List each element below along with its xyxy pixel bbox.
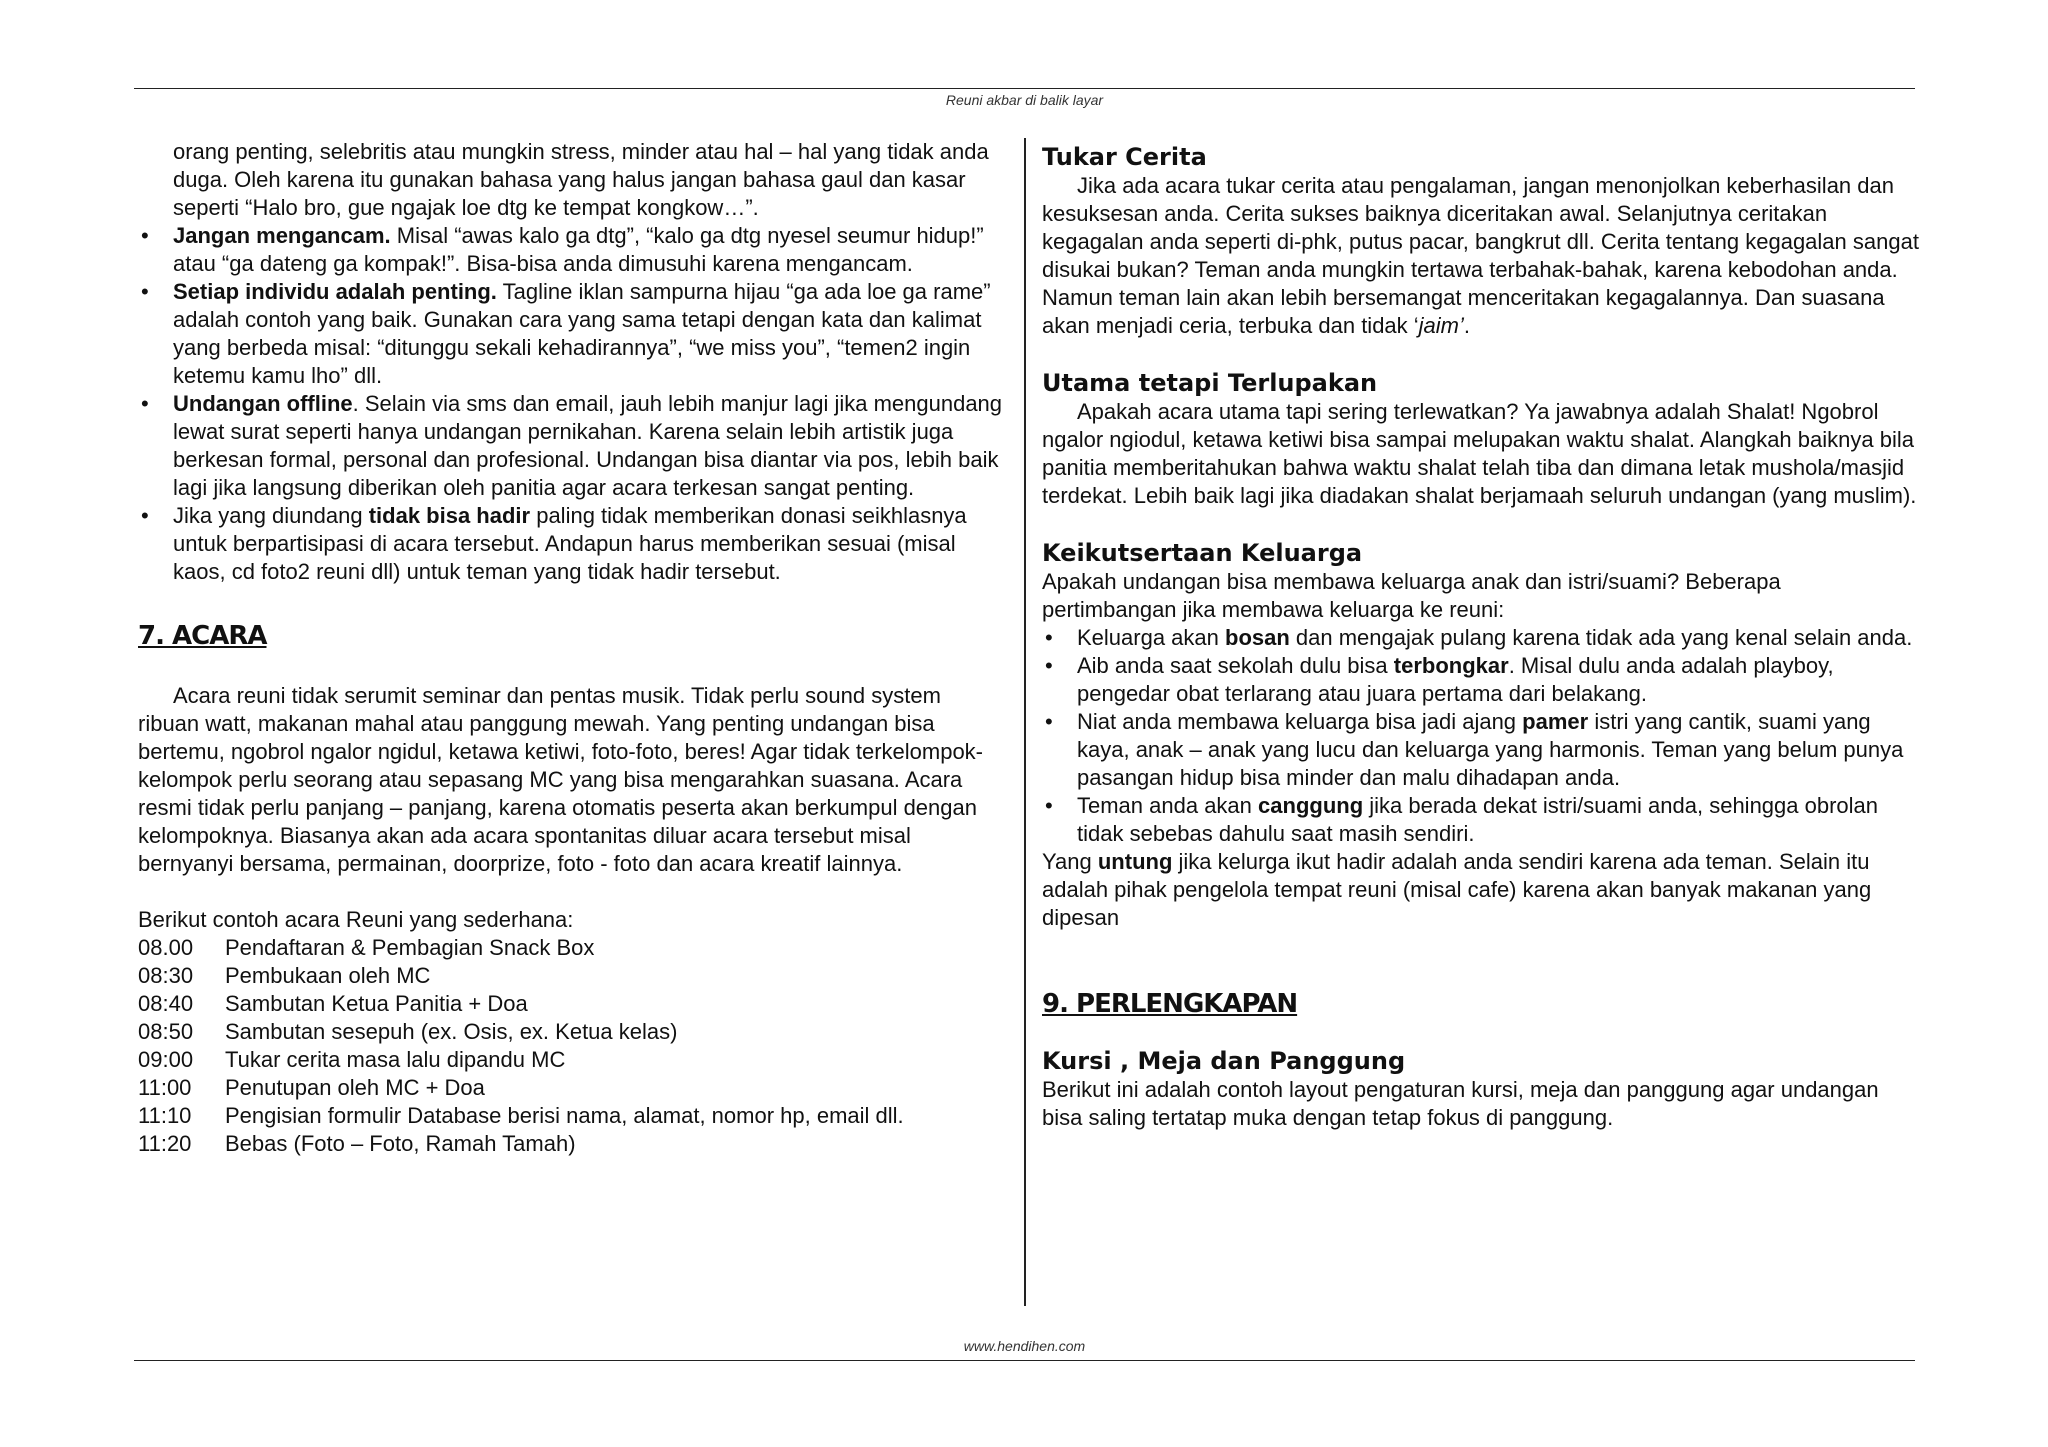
tips-list bbox=[138, 222, 1008, 586]
schedule-row bbox=[138, 1102, 1008, 1130]
bullet-icon: • bbox=[1045, 793, 1053, 818]
keluarga-item: • Aib anda saat sekolah dulu bisa terbongkar. Misal dulu anda adalah playboy, pengedar obat terlarang atau juara pertama dari belakang. bbox=[1045, 653, 1834, 706]
schedule-row bbox=[138, 1074, 1008, 1102]
schedule-time: 08:50 bbox=[138, 1019, 194, 1044]
schedule-item: Sambutan Ketua Panitia + Doa bbox=[225, 991, 528, 1016]
bullet-icon: • bbox=[1045, 625, 1053, 650]
schedule-item: Penutupan oleh MC + Doa bbox=[225, 1075, 485, 1100]
schedule-row bbox=[138, 962, 1008, 990]
utama-paragraph: Apakah acara utama tapi sering terlewatkan? Ya jawabnya adalah Shalat! Ngobrol ngalor ngiodul, ketawa ketiwi bisa sampai melupakan waktu shalat. Alangkah baiknya bila panitia memberitahukan bahwa waktu shalat telah tiba dan dimana letak mushola/masjid terdekat. Lebih baik lagi jika diadakan shalat berjamaah seluruh undangan (yang muslim). bbox=[1042, 399, 1917, 508]
schedule-item: Pendaftaran & Pembagian Snack Box bbox=[225, 935, 595, 960]
tip-item: • Setiap individu adalah penting. Tagline iklan sampurna hijau “ga ada loe ga rame” adalah contoh yang baik. Gunakan cara yang sama tetapi dengan kata dan kalimat yang berbeda misal: “ditunggu sekali kehadirannya”, “we miss you”, “temen2 ingin ketemu kamu lho” dll. bbox=[141, 279, 991, 388]
schedule-list bbox=[138, 934, 1008, 1158]
intro-continuation: orang penting, selebritis atau mungkin stress, minder atau hal – hal yang tidak anda duga. Oleh karena itu gunakan bahasa yang halus jangan bahasa gaul dan kasar seperti “Halo bro, gue ngajak loe dtg ke tempat kongkow…”. bbox=[173, 139, 989, 220]
tip-item: • Undangan offline. Selain via sms dan email, jauh lebih manjur lagi jika mengundang lewat surat seperti hanya undangan pernikahan. Karena selain lebih artistik juga berkesan formal, personal dan profesional. Undangan bisa diantar via pos, lebih baik lagi jika langsung diberikan oleh panitia agar acara terkesan sangat penting. bbox=[141, 391, 1003, 500]
schedule-time: 11:20 bbox=[138, 1131, 192, 1156]
subtitle-kursi: Kursi , Meja dan Panggung bbox=[1042, 1047, 1406, 1075]
schedule-item: Pembukaan oleh MC bbox=[225, 963, 431, 988]
schedule-time: 09:00 bbox=[138, 1047, 194, 1072]
bullet-icon: • bbox=[141, 503, 149, 528]
subtitle-keluarga: Keikutsertaan Keluarga bbox=[1042, 539, 1363, 567]
schedule-time: 08:30 bbox=[138, 963, 194, 988]
tip-item: • Jangan mengancam. Misal “awas kalo ga dtg”, “kalo ga dtg nyesel seumur hidup!” atau “ga dateng ga kompak!”. Bisa-bisa anda dimusuhi karena mengancam. bbox=[141, 223, 984, 276]
acara-paragraph: Acara reuni tidak serumit seminar dan pentas musik. Tidak perlu sound system ribuan watt, makanan mahal atau panggung mewah. Yang penting undangan bisa bertemu, ngobrol ngalor ngidul, ketawa ketiwi, foto-foto, beres! Agar tidak terkelompok-kelompok perlu seorang atau sepasang MC yang bisa mengarahkan suasana. Acara resmi tidak perlu panjang – panjang, karena otomatis peserta akan berkumpul dengan kelompoknya. Biasanya akan ada acara spontanitas diluar acara tersebut misal bernyanyi bersama, permainan, doorprize, foto - foto dan acara kreatif lainnya. bbox=[138, 683, 984, 876]
schedule-time: 11:00 bbox=[138, 1075, 192, 1100]
header-rule bbox=[134, 88, 1915, 89]
keluarga-item: • Keluarga akan bosan dan mengajak pulang karena tidak ada yang kenal selain anda. bbox=[1045, 625, 1913, 650]
schedule-row bbox=[138, 934, 1008, 962]
subtitle-tukar-cerita: Tukar Cerita bbox=[1042, 143, 1207, 171]
subtitle-utama: Utama tetapi Terlupakan bbox=[1042, 369, 1378, 397]
keluarga-outro: Yang untung jika kelurga ikut hadir adalah anda sendiri karena ada teman. Selain itu adalah pihak pengelola tempat reuni (misal cafe) karena akan banyak makanan yang dipesan bbox=[1042, 849, 1872, 930]
section-title-acara: 7. ACARA bbox=[138, 621, 267, 651]
kursi-paragraph: Berikut ini adalah contoh layout pengaturan kursi, meja dan panggung agar undangan bisa saling tertatap muka dengan tetap fokus di panggung. bbox=[1042, 1077, 1879, 1130]
schedule-time: 08.00 bbox=[138, 935, 194, 960]
tip-item: • Jika yang diundang tidak bisa hadir paling tidak memberikan donasi seikhlasnya untuk berpartisipasi di acara tersebut. Andapun harus memberikan sesuai (misal kaos, cd foto2 reuni dll) untuk teman yang tidak hadir tersebut. bbox=[141, 503, 967, 584]
schedule-item: Tukar cerita masa lalu dipandu MC bbox=[225, 1047, 566, 1072]
schedule-item: Bebas (Foto – Foto, Ramah Tamah) bbox=[225, 1131, 576, 1156]
bullet-icon: • bbox=[141, 223, 149, 248]
tukar-cerita-paragraph: Jika ada acara tukar cerita atau pengalaman, jangan menonjolkan keberhasilan dan kesuksesan anda. Cerita sukses baiknya diceritakan awal. Selanjutnya ceritakan kegagalan anda seperti di-phk, putus pacar, bangkrut dll. Cerita tentang kegagalan sangat disukai bukan? Teman anda mungkin tertawa terbahak-bahak, karena kebodohan anda. Namun teman lain akan lebih bersemangat menceritakan kegagalannya. Dan suasana akan menjadi ceria, terbuka dan tidak ‘jaim’. bbox=[1042, 173, 1919, 338]
keluarga-intro: Apakah undangan bisa membawa keluarga anak dan istri/suami? Beberapa pertimbangan jika membawa keluarga ke reuni: bbox=[1042, 569, 1781, 622]
schedule-row bbox=[138, 1018, 1008, 1046]
schedule-row bbox=[138, 1130, 1008, 1158]
column-divider bbox=[1024, 138, 1026, 1306]
footer-rule bbox=[134, 1360, 1915, 1361]
schedule-time: 11:10 bbox=[138, 1103, 192, 1128]
schedule-time: 08:40 bbox=[138, 991, 194, 1016]
schedule-item: Sambutan sesepuh (ex. Osis, ex. Ketua kelas) bbox=[225, 1019, 678, 1044]
bullet-icon: • bbox=[141, 391, 149, 416]
schedule-row bbox=[138, 1046, 1008, 1074]
running-header: Reuni akbar di balik layar bbox=[945, 92, 1104, 108]
schedule-intro: Berikut contoh acara Reuni yang sederhana: bbox=[138, 907, 574, 932]
keluarga-item: • Niat anda membawa keluarga bisa jadi ajang pamer istri yang cantik, suami yang kaya, anak – anak yang lucu dan keluarga yang harmonis. Teman yang belum punya pasangan hidup bisa minder dan malu dihadapan anda. bbox=[1045, 709, 1904, 790]
keluarga-item: • Teman anda akan canggung jika berada dekat istri/suami anda, sehingga obrolan tidak sebebas dahulu saat masih sendiri. bbox=[1045, 793, 1879, 846]
keluarga-list bbox=[1042, 624, 1920, 848]
running-footer-url: www.hendihen.com bbox=[963, 1338, 1086, 1354]
left-column bbox=[138, 138, 1008, 1158]
bullet-icon: • bbox=[141, 279, 149, 304]
bullet-icon: • bbox=[1045, 709, 1053, 734]
bullet-icon: • bbox=[1045, 653, 1053, 678]
right-column bbox=[1042, 142, 1920, 1132]
schedule-row bbox=[138, 990, 1008, 1018]
section-title-perlengkapan: 9. PERLENGKAPAN bbox=[1042, 989, 1298, 1019]
schedule-item: Pengisian formulir Database berisi nama, alamat, nomor hp, email dll. bbox=[225, 1103, 904, 1128]
